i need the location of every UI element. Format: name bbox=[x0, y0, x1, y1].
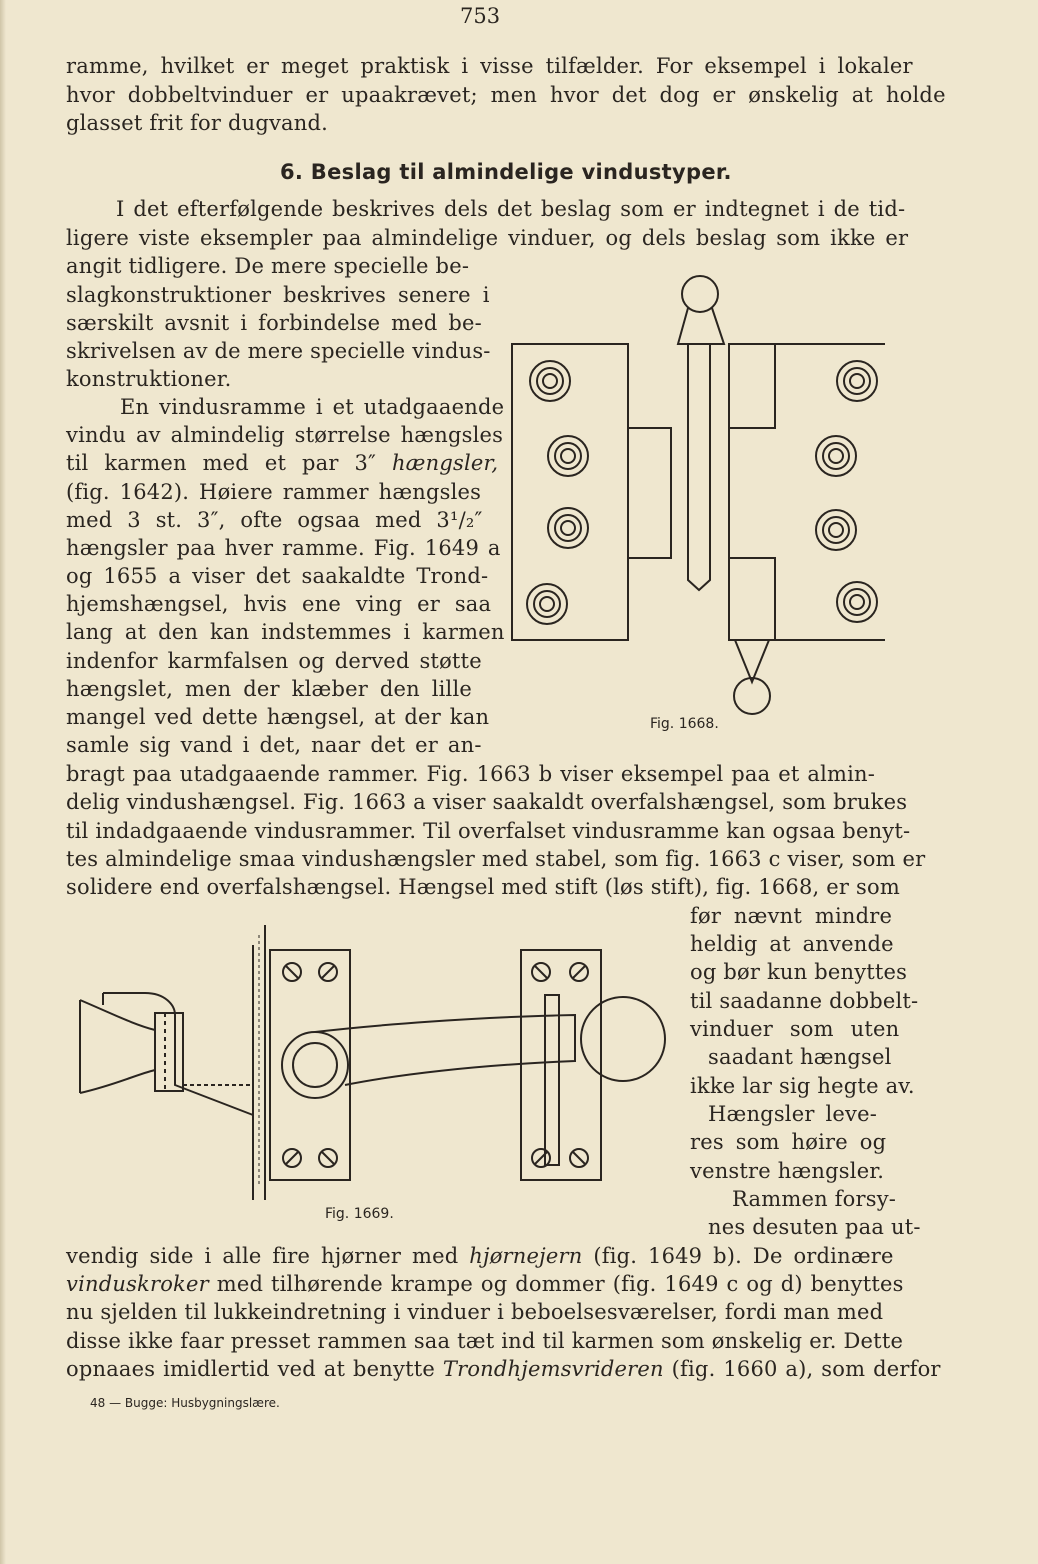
text-line: særskilt avsnit i forbindelse med be- bbox=[66, 311, 482, 335]
text-line: venstre hængsler. bbox=[690, 1159, 885, 1183]
text-line: vendig side i alle fire hjørner med hjørnejern (fig. 1649 b). De ordinære bbox=[66, 1244, 894, 1268]
text-line: hængslet, men der klæber den lille bbox=[66, 677, 472, 701]
section-heading: 6. Beslag til almindelige vindustyper. bbox=[280, 160, 732, 184]
text-line: En vindusramme i et utadgaaende bbox=[120, 395, 505, 419]
text-line: Hængsler leve- bbox=[708, 1102, 877, 1126]
figure-1669-window-catch bbox=[75, 915, 675, 1215]
screw-hole bbox=[561, 521, 575, 535]
page-edge bbox=[0, 0, 6, 1564]
screw-slot bbox=[322, 1152, 334, 1164]
screw-hole bbox=[844, 589, 870, 615]
text-line: konstruktioner. bbox=[66, 367, 232, 391]
page-footer: 48 — Bugge: Husbygningslære. bbox=[90, 1396, 280, 1410]
text-line: før nævnt mindre bbox=[690, 904, 893, 928]
text-line: ikke lar sig hegte av. bbox=[690, 1074, 915, 1098]
screw-hole bbox=[844, 368, 870, 394]
lever-pivot-inner bbox=[293, 1043, 337, 1087]
handle-base-block bbox=[155, 1013, 183, 1091]
text-line: vinduskroker med tilhørende krampe og dommer (fig. 1649 c og d) benyttes bbox=[66, 1272, 904, 1296]
screw-hole bbox=[850, 374, 864, 388]
text-line: og 1655 a viser det saakaldte Trond- bbox=[66, 564, 489, 588]
hinge-left-knuckle bbox=[628, 428, 671, 558]
text-line: saadant hængsel bbox=[708, 1045, 892, 1069]
text-line: mangel ved dette hængsel, at der kan bbox=[66, 705, 490, 729]
lever-pivot-outer bbox=[282, 1032, 348, 1098]
page-number: 753 bbox=[460, 4, 501, 28]
figure-1668-hinge bbox=[505, 268, 885, 748]
screw-hole bbox=[537, 368, 563, 394]
hinge-right-knuckle-top bbox=[729, 344, 775, 428]
text-line: tes almindelige smaa vindushængsler med stabel, som fig. 1663 c viser, som er bbox=[66, 847, 926, 871]
lever-knob bbox=[581, 997, 665, 1081]
text-line: hvor dobbeltvinduer er upaakrævet; men hvor det dog er ønskelig at holde bbox=[66, 83, 946, 107]
text-line: vindu av almindelig størrelse hængsles bbox=[66, 423, 504, 447]
text-line: vinduer som uten bbox=[690, 1017, 900, 1041]
screw-slot bbox=[322, 966, 334, 978]
text-line: glasset frit for dugvand. bbox=[66, 111, 328, 135]
text-line: slagkonstruktioner beskrives senere i bbox=[66, 283, 490, 307]
text-line: res som høire og bbox=[690, 1130, 887, 1154]
text-line: lang at den kan indstemmes i karmen bbox=[66, 620, 505, 644]
text-line: hjemshængsel, hvis ene ving er saa bbox=[66, 592, 492, 616]
text-line: disse ikke faar presset rammen saa tæt ind til karmen som ønskelig er. Dette bbox=[66, 1329, 904, 1353]
text-line: bragt paa utadgaaende rammer. Fig. 1663 b viser eksempel paa et almin- bbox=[66, 762, 876, 786]
text-line: nu sjelden til lukkeindretning i vinduer i beboelsesværelser, fordi man med bbox=[66, 1300, 884, 1324]
screw-hole bbox=[823, 443, 849, 469]
screw-slot bbox=[286, 1152, 298, 1164]
figure-1668-caption: Fig. 1668. bbox=[650, 716, 719, 732]
text-line: solidere end overfalshængsel. Hængsel med stift (løs stift), fig. 1668, er som bbox=[66, 875, 900, 899]
catch-staple bbox=[545, 995, 559, 1165]
text-line: I det efterfølgende beskrives dels det beslag som er indtegnet i de tid- bbox=[116, 197, 906, 221]
text-line: opnaaes imidlertid ved at benytte Trondhjemsvrideren (fig. 1660 a), som derfor bbox=[66, 1357, 941, 1381]
hinge-pin-cap bbox=[678, 308, 724, 344]
screw-slot bbox=[286, 966, 298, 978]
text-line: med 3 st. 3″, ofte ogsaa med 3¹/₂″ bbox=[66, 508, 483, 532]
screw-slot bbox=[573, 966, 585, 978]
text-line: ligere viste eksempler paa almindelige vinduer, og dels beslag som ikke er bbox=[66, 226, 909, 250]
screw-slot bbox=[535, 966, 547, 978]
text-line: indenfor karmfalsen og derved støtte bbox=[66, 649, 482, 673]
text-line: til indadgaaende vindusrammer. Til overfalset vindusramme kan ogsaa benyt- bbox=[66, 819, 911, 843]
text-line: samle sig vand i det, naar det er an- bbox=[66, 733, 482, 757]
handle-stem bbox=[103, 993, 253, 1115]
text-line: til karmen med et par 3″ hængsler, bbox=[66, 451, 499, 475]
screw-hole bbox=[555, 515, 581, 541]
text-line: nes desuten paa ut- bbox=[708, 1215, 921, 1239]
lever-arm bbox=[315, 1015, 575, 1085]
text-line: heldig at anvende bbox=[690, 932, 894, 956]
text-line: til saadanne dobbelt- bbox=[690, 989, 919, 1013]
hinge-right-knuckle-bottom bbox=[729, 558, 775, 640]
screw-hole bbox=[823, 517, 849, 543]
screw-hole bbox=[540, 597, 554, 611]
text-line: ramme, hvilket er meget praktisk i visse tilfælder. For eksempel i lokaler bbox=[66, 54, 913, 78]
handle-knob bbox=[80, 1000, 155, 1093]
text-line: og bør kun benyttes bbox=[690, 960, 908, 984]
screw-slot bbox=[573, 1152, 585, 1164]
text-line: (fig. 1642). Høiere rammer hængsles bbox=[66, 480, 482, 504]
text-line: skrivelsen av de mere specielle vindus- bbox=[66, 339, 491, 363]
figure-1669-caption: Fig. 1669. bbox=[325, 1206, 394, 1222]
text-line: delig vindushængsel. Fig. 1663 a viser saakaldt overfalshængsel, som brukes bbox=[66, 790, 908, 814]
hinge-bottom-cap bbox=[735, 640, 769, 682]
screw-hole bbox=[850, 595, 864, 609]
screw-hole bbox=[543, 374, 557, 388]
hinge-pin-ball-top bbox=[682, 276, 718, 312]
screw-hole bbox=[829, 523, 843, 537]
text-line: angit tidligere. De mere specielle be- bbox=[66, 254, 470, 278]
screw-hole bbox=[829, 449, 843, 463]
screw-hole bbox=[561, 449, 575, 463]
screw-hole bbox=[555, 443, 581, 469]
screw-hole bbox=[534, 591, 560, 617]
text-line: hængsler paa hver ramme. Fig. 1649 a bbox=[66, 536, 501, 560]
hinge-pin bbox=[688, 344, 710, 590]
text-line: Rammen forsy- bbox=[732, 1187, 897, 1211]
